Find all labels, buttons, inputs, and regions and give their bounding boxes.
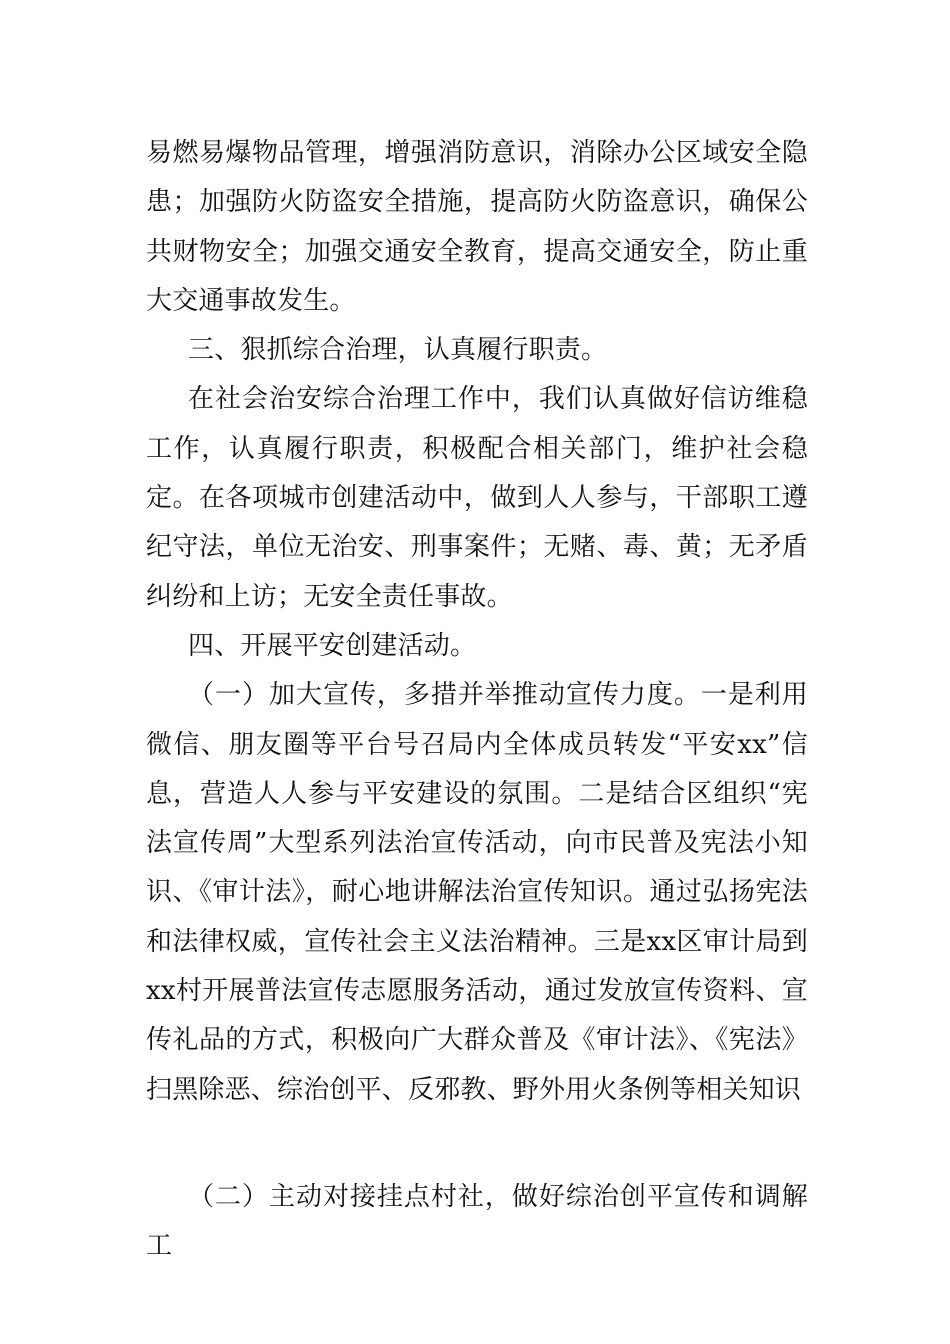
paragraph-publicity: （一）加大宣传，多措并举推动宣传力度。一是利用微信、朋友圈等平台号召局内全体成员转发“平安xx”信息，营造人人参与平安建设的氛围。二是结合区组织“宪法宣传周”大型系列法治宣传活动，向市民普及宪法小知识、《审计法》，耐心地讲解法治宣传知识。通过弘扬宪法和法律权威，宣传社会主义法治精神。三是xx区审计局到xx村开展普法宣传志愿服务活动，通过发放宣传资料、宣传礼品的方式，积极向广大群众普及《审计法》、《宪法》扫黑除恶、综治创平、反邪教、野外用火条例等相关知识 bbox=[146, 680, 808, 1105]
paragraph-fire-traffic-safety: 易燃易爆物品管理，增强消防意识，消除办公区域安全隐患；加强防火防盗安全措施，提高防火防盗意识，确保公共财物安全；加强交通安全教育，提高交通安全，防止重大交通事故发生。 bbox=[146, 138, 808, 316]
section-heading-4: 四、开展平安创建活动。 bbox=[188, 630, 477, 661]
document-body bbox=[146, 129, 808, 1115]
paragraph-comprehensive-governance: 在社会治安综合治理工作中，我们认真做好信访维稳工作，认真履行职责，积极配合相关部门，维护社会稳定。在各项城市创建活动中，做到人人参与，干部职工遵纪守法，单位无治安、刑事案件；无赌、毒、黄；无矛盾纠纷和上访；无安全责任事故。 bbox=[146, 384, 808, 612]
paragraph-village-liaison: （二）主动对接挂点村社，做好综治创平宣传和调解工 bbox=[146, 1182, 808, 1262]
document-body-continued bbox=[146, 1173, 808, 1272]
section-heading-3: 三、狠抓综合治理，认真履行职责。 bbox=[188, 335, 608, 366]
